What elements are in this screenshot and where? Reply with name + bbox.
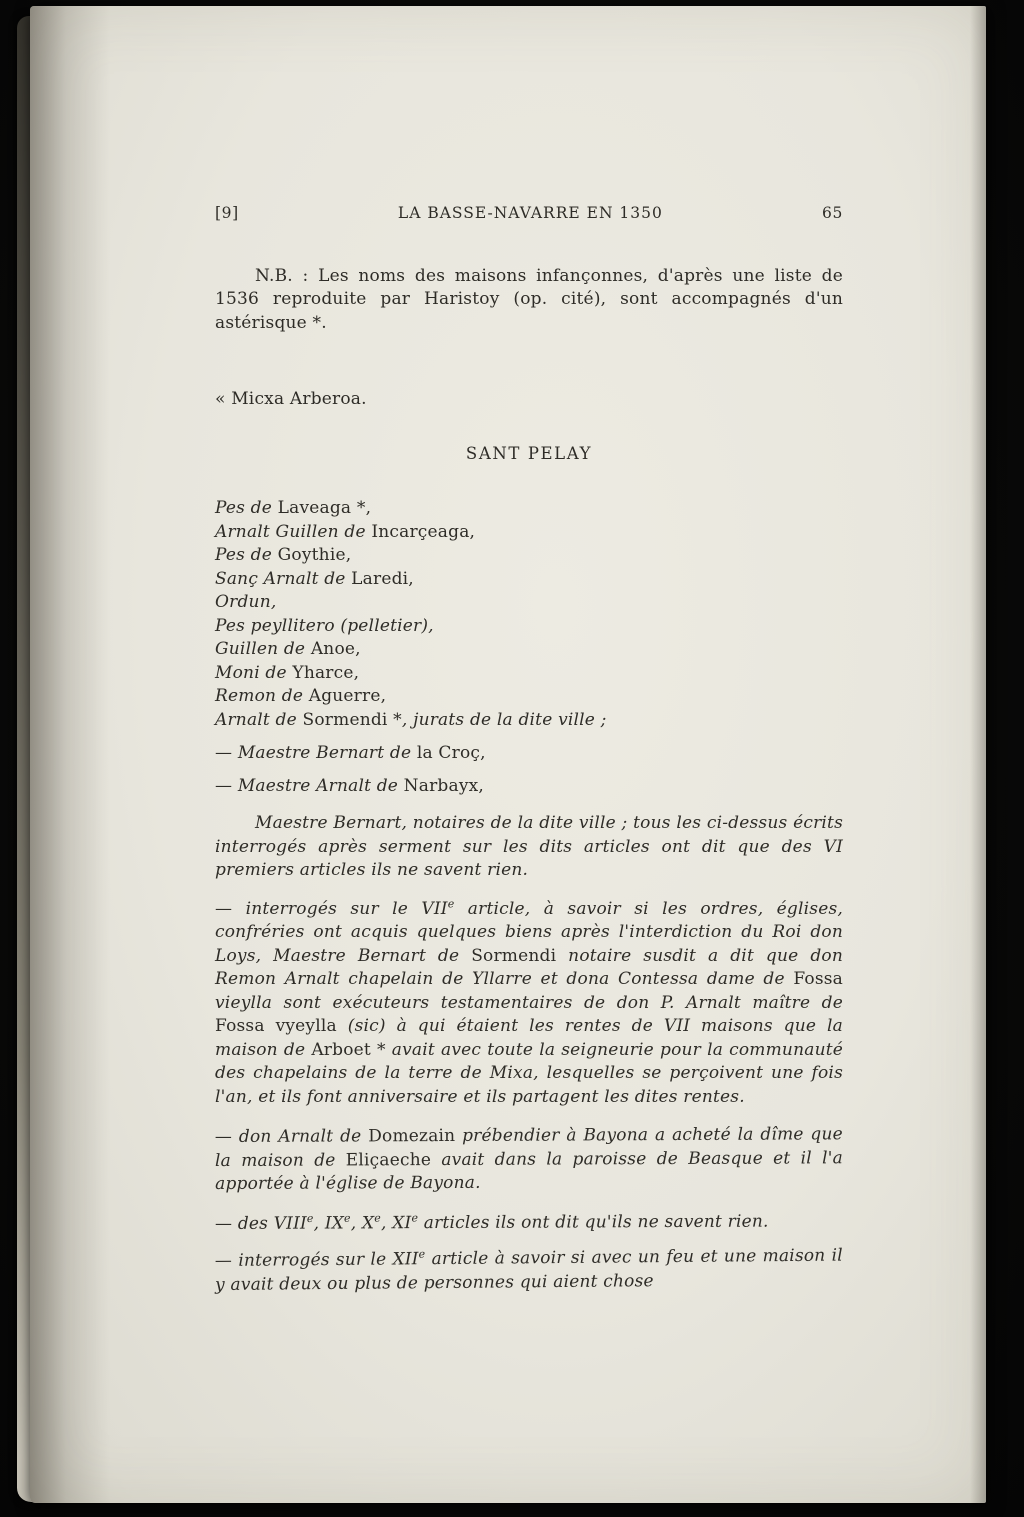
paragraph-domezain [215, 1123, 843, 1196]
text-segment: Laredi, [351, 568, 414, 589]
text-segment: Sormendi [471, 945, 557, 966]
text-segment: — [214, 1213, 238, 1234]
text-segment: Aguerre, [308, 686, 387, 706]
text-segment: Maestre Bernart de [237, 743, 417, 763]
text-segment: — [215, 743, 238, 763]
jurat-line [215, 521, 843, 545]
notary-line [215, 742, 843, 766]
text-segment: e [418, 1247, 426, 1261]
text-segment: Pes de [215, 545, 278, 565]
text-segment: Maestre Bernart, notaires de la dite ville ; tous les ci-dessus écrits interrogés après serment sur les dits articles ont dit que des VI premiers articles ils ne savent rien. [215, 813, 843, 880]
text-segment: Narbayx, [403, 775, 485, 796]
section-heading: SANT PELAY [465, 443, 593, 463]
text-segment: Laveaga *, [277, 498, 372, 518]
text-segment: , X [350, 1212, 375, 1233]
text-segment: articles ils ont dit qu'ils ne savent rien. [418, 1211, 769, 1233]
text-segment: e [306, 1211, 314, 1225]
text-segment: Guillen de [215, 639, 311, 659]
text-segment: Arnalt de [215, 709, 303, 730]
notary-line [215, 775, 843, 799]
paragraph-articles-8-11 [215, 1210, 843, 1236]
text-segment: (sic) à qui étaient les rentes de VII maisons que la maison de [215, 1016, 844, 1060]
text-segment: interrogés sur le VII [245, 898, 448, 919]
text-segment: don Arnalt de [238, 1126, 369, 1147]
notaries-list [215, 742, 843, 798]
paragraph-notaries-statement [215, 812, 843, 883]
running-header [215, 202, 843, 226]
text-segment: — [214, 1250, 239, 1272]
jurat-line [215, 638, 843, 662]
text-segment: Sormendi * [302, 709, 402, 730]
text-segment: article à savoir si avec un feu et une maison il y avait deux ou plus de personnes qui aient chose [215, 1245, 843, 1295]
jurat-line [215, 497, 843, 521]
text-segment: Arnalt Guillen de [215, 521, 372, 542]
text-segment: Ordun, [215, 592, 277, 612]
text-segment: article, à savoir si les ordres, églises, confréries ont acquis quelques biens après l'interdiction du Roi don Loys, Maestre Bernart de [215, 898, 844, 966]
jurat-line [215, 709, 843, 733]
text-segment: , jurats de la dite ville ; [401, 709, 607, 730]
text-segment: Arboet * [311, 1039, 386, 1060]
text-segment: e [374, 1211, 382, 1225]
text-segment: avait dans la paroisse de Beasque et il l'a apportée à l'église de Bayona. [215, 1147, 844, 1194]
text-segment: e [447, 896, 455, 910]
text-segment: — [215, 775, 238, 796]
jurat-line [215, 685, 843, 709]
text-segment: Goythie, [277, 545, 352, 565]
running-title: LA BASSE-NAVARRE EN 1350 [397, 204, 663, 222]
page-number: 65 [822, 204, 843, 222]
text-segment: , XI [380, 1212, 412, 1233]
text-segment: Yharce, [292, 662, 360, 683]
text-segment: interrogés sur le XII [238, 1249, 419, 1271]
text-segment: Anoe, [310, 639, 361, 659]
page-text [215, 202, 843, 1297]
paragraph-article-7 [215, 898, 843, 1110]
quote-opening: « Micxa Arberoa. [215, 389, 367, 409]
text-segment: e [344, 1211, 351, 1225]
text-segment: la Croç, [416, 743, 486, 763]
text-segment: — [214, 1126, 239, 1148]
text-segment: Maestre Arnalt de [237, 775, 404, 796]
text-segment: Fossa [793, 969, 843, 989]
text-segment: Sanç Arnalt de [215, 568, 352, 589]
text-segment: — [215, 898, 246, 919]
jurat-line [215, 615, 843, 639]
jurat-line [215, 662, 843, 686]
text-segment: Domezain [368, 1125, 456, 1147]
text-segment: Fossa vyeylla [215, 1016, 337, 1036]
text-segment: , IX [313, 1212, 345, 1234]
jurats-list [215, 497, 843, 732]
nb-note: N.B. : Les noms des maisons infançonnes, d'après une liste de 1536 reproduite par Haristoy (op. cité), sont accompagnés d'un astérisque *. [215, 265, 843, 333]
text-segment: Remon de [215, 686, 309, 706]
text-segment: Incarçeaga, [371, 521, 476, 542]
text-segment: des VIII [237, 1213, 307, 1234]
paragraph-article-12 [215, 1245, 843, 1297]
jurat-line [215, 591, 843, 615]
folio-bracket-number: [9] [215, 204, 239, 222]
text-segment: notaire susdit a dit que don Remon Arnalt chapelain de Yllarre et dona Contessa dame de [215, 945, 843, 989]
jurat-line [215, 544, 843, 568]
book-page [30, 6, 986, 1503]
text-segment: vieylla sont exécuteurs testamentaires de don P. Arnalt maître de [215, 992, 843, 1013]
text-segment: e [411, 1210, 419, 1224]
text-segment: Moni de [215, 662, 293, 683]
text-segment: Eliçaeche [345, 1149, 432, 1170]
jurat-line [215, 568, 843, 592]
text-segment: avait avec toute la seigneurie pour la communauté des chapelains de la terre de Mixa, lesquelles se perçoivent une fois l'an, et ils font anniversaire et ils partagent les dites rentes. [215, 1039, 844, 1107]
text-segment: prébendier à Bayona a acheté la dîme que la maison de [214, 1124, 843, 1171]
text-segment: Pes de [215, 498, 278, 518]
text-segment: Pes peyllitero (pelletier), [215, 615, 434, 636]
